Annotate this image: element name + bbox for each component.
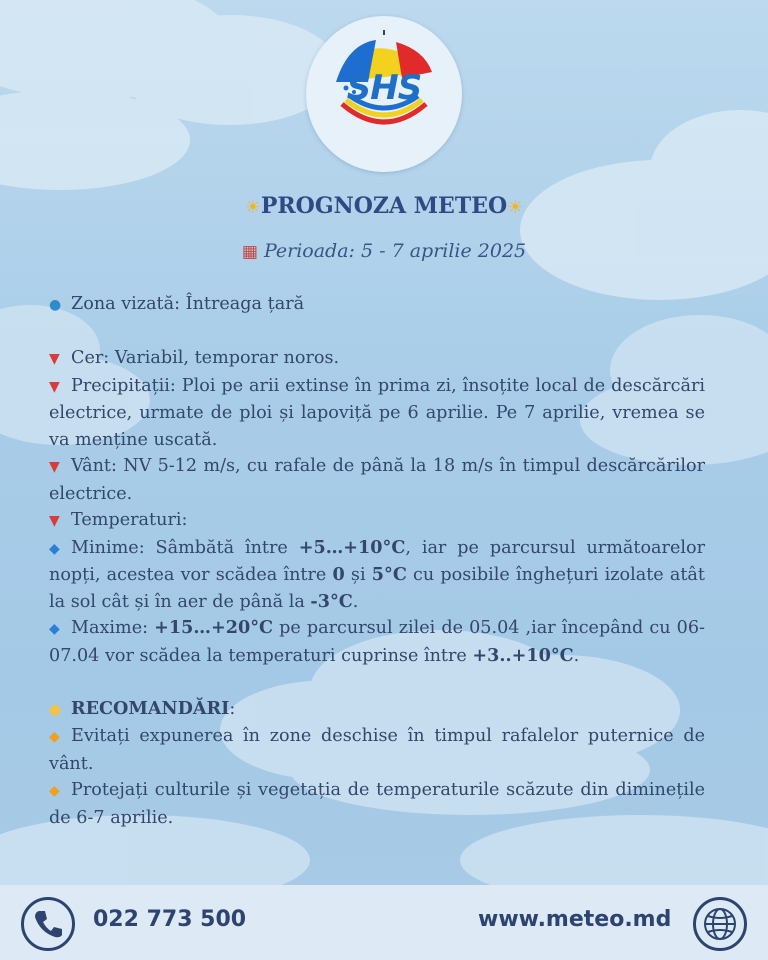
max-temps-line: ◆ Maxime: +15…+20°C pe parcursul zilei de 05.04 ,iar începând cu 06-07.04 vor scădea la temperaturi cuprinse între +3..+10°C.	[49, 617, 706, 666]
globe-icon[interactable]	[693, 897, 747, 951]
pin-icon: ▼	[49, 513, 60, 529]
footer	[0, 885, 768, 960]
sky-line: ▼ Cer: Variabil, temporar noros.	[49, 345, 705, 373]
calendar-icon: ▦	[241, 242, 258, 262]
min-temps-line: ◆ Minime: Sâmbătă între +5…+10°C, iar pe parcursul următoarelor nopți, acestea vor scădea între 0 și 5°C cu posibile înghețuri izolate atât la sol cât și în aer de până la -3°C.	[49, 536, 705, 612]
precip-line: ▼ Precipitații: Ploi pe arii extinse în prima zi, însoțite local de descărcări electrice, urmate de ploi și lapoviță pe 6 aprilie. Pe 7 aprilie, vremea se va menține uscată.	[49, 375, 705, 450]
page-title: ☀PROGNOZA METEO☀	[244, 193, 524, 219]
blue-diamond-icon: ◆	[49, 540, 60, 557]
globe-icon: ●	[49, 297, 62, 313]
sun-cloud-icon: ☀	[507, 197, 524, 218]
pin-icon: ▼	[49, 378, 60, 395]
shs-logo	[306, 16, 462, 172]
recommendation-item: ◆ Evitați expunerea în zone deschise în timpul rafalelor puternice de vânt.	[49, 726, 705, 774]
zone-line: ● Zona vizată: Întreaga țară	[49, 291, 705, 319]
recommendations-title: ● RECOMANDĂRI:	[49, 696, 705, 724]
wind-line: ▼ Vânt: NV 5-12 m/s, cu rafale de până la 18 m/s în timpul descărcărilor electrice.	[49, 456, 705, 504]
temps-line: ▼ Temperaturi:	[49, 507, 705, 535]
orange-diamond-icon: ◆	[49, 729, 60, 745]
blue-diamond-icon: ◆	[49, 621, 60, 637]
phone-icon[interactable]	[21, 897, 75, 951]
recommendation-item: ◆ Protejați culturile și vegetația de temperaturile scăzute din diminețile de 6-7 aprilie.	[49, 780, 705, 828]
logo-text: SHS	[346, 68, 422, 108]
pin-icon: ▼	[49, 351, 60, 367]
period: ▦ Perioada: 5 - 7 aprilie 2025	[241, 240, 527, 262]
pin-icon: ▼	[49, 459, 60, 475]
orange-diamond-icon: ◆	[49, 783, 60, 799]
phone-number[interactable]: 022 773 500	[93, 907, 247, 932]
forecast-body	[49, 291, 705, 831]
lightbulb-icon: ●	[49, 701, 62, 718]
website-link[interactable]: www.meteo.md	[478, 907, 672, 932]
sun-cloud-icon: ☀	[244, 197, 261, 218]
